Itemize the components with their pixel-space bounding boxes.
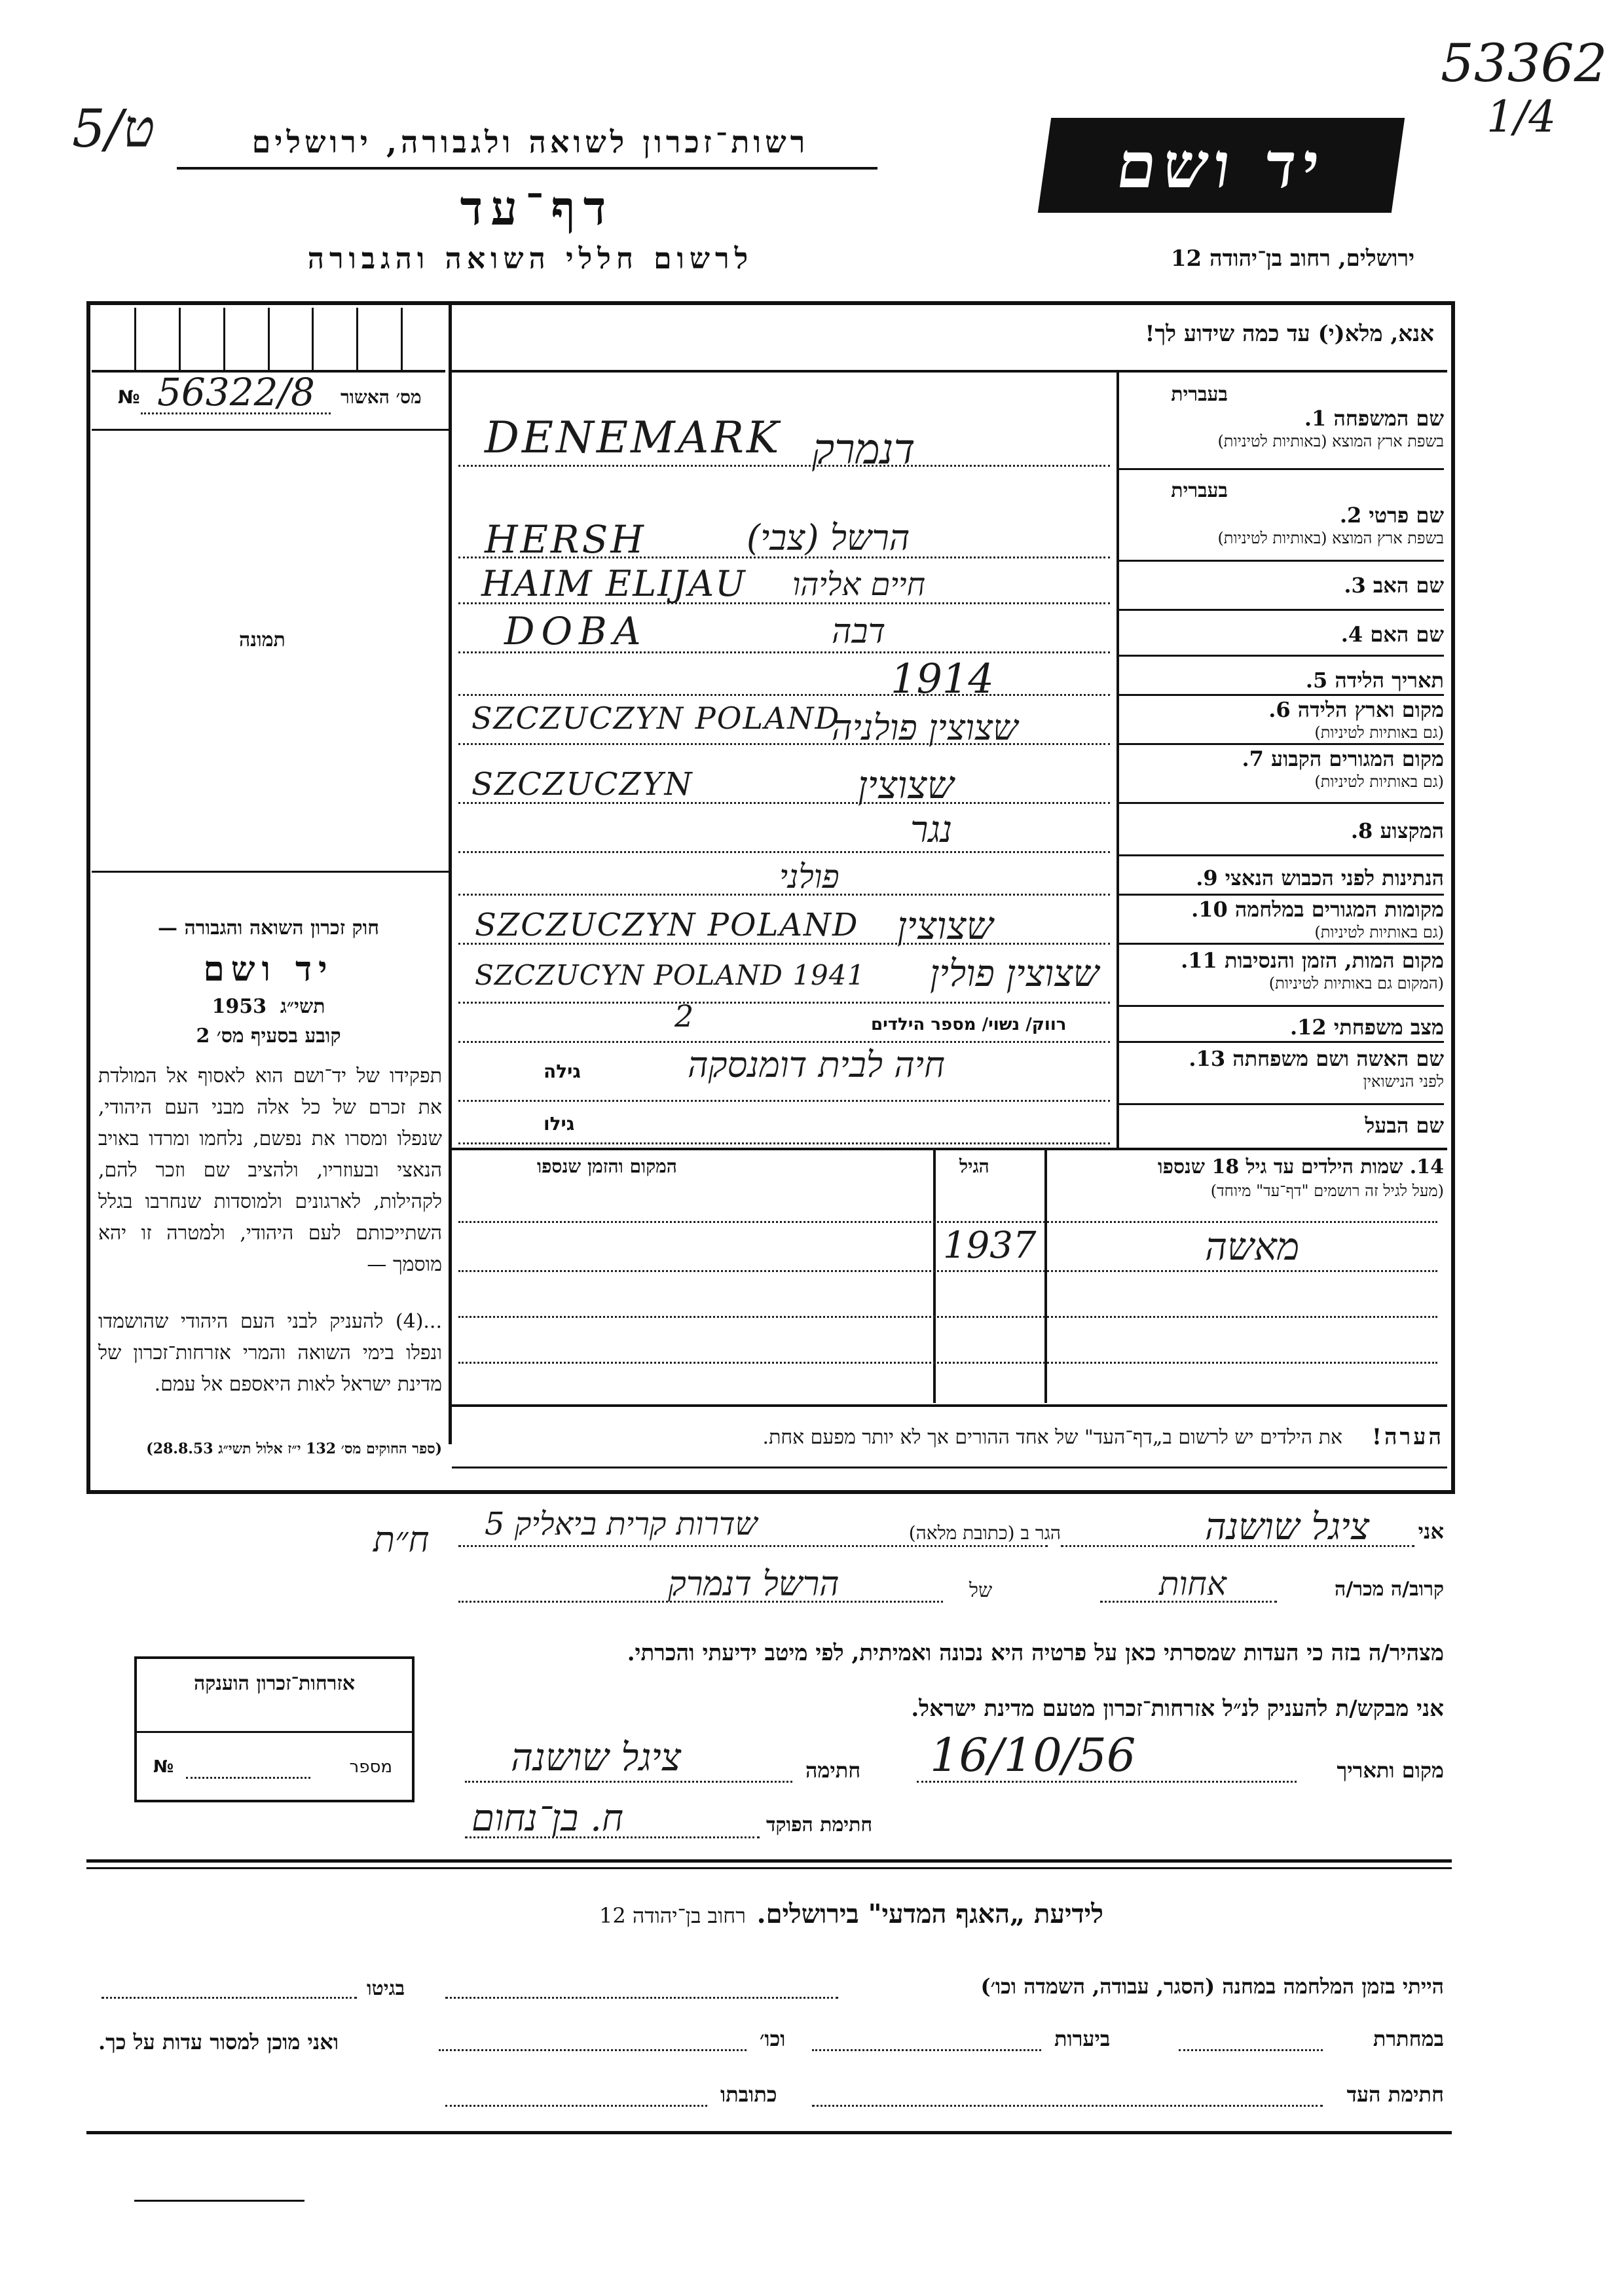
value-line-13 bbox=[458, 1100, 1110, 1102]
field-10-label bbox=[1191, 897, 1444, 922]
form-purpose: לרשום חללי השואה והגבורה bbox=[307, 242, 754, 276]
field-3-num: 3. bbox=[1344, 573, 1366, 598]
law-name: יד ושם bbox=[203, 949, 334, 989]
children-col-2 bbox=[1044, 1148, 1047, 1403]
hebrew-label-2: בעברית bbox=[1171, 479, 1228, 502]
law-title: חוק זכרון השואה והגבורה — bbox=[158, 917, 379, 939]
field-6-value-he: שצוצין פולניה bbox=[832, 707, 1018, 748]
field-11-sub: (המקום גם באותיות לטיניות) bbox=[1268, 974, 1444, 993]
form-title: דף־עד bbox=[460, 180, 614, 236]
citizenship-number-prefix: № bbox=[153, 1757, 174, 1777]
field-2-value-he: הרשל (צבי) bbox=[747, 517, 910, 558]
declaration-of-label: של bbox=[969, 1579, 993, 1602]
field-7-text: מקום המגורים הקבוע bbox=[1271, 746, 1444, 771]
law-year: 1953 bbox=[212, 995, 267, 1018]
officer-label: חתימת הפוקד bbox=[766, 1813, 873, 1836]
value-line-5 bbox=[458, 694, 1110, 696]
value-line-11 bbox=[458, 1002, 1110, 1004]
value-line-12 bbox=[458, 1041, 1110, 1043]
note-text: את הילדים יש לרשום ב„דף־העד" של אחד ההורים אך לא יותר מפעם אחת. bbox=[762, 1426, 1342, 1449]
research-etc: וכו׳ bbox=[760, 2026, 786, 2051]
field-12-value: 2 bbox=[674, 998, 694, 1034]
photo-bottom-rule bbox=[92, 871, 449, 873]
declaration-resident-label: הגר ב (כתובת מלאה) bbox=[908, 1522, 1061, 1544]
citizenship-title: אזרחות־זכרון הוענקה bbox=[193, 1672, 356, 1695]
approval-number-value: 56322/8 bbox=[157, 370, 315, 414]
label-rule-8 bbox=[1116, 854, 1444, 856]
field-7-sub: (גם באותיות לטיניות) bbox=[1314, 773, 1444, 791]
children-sub: (מעל לגיל זה רושמים "דף־עד" מיוחד) bbox=[1210, 1182, 1444, 1200]
logo-text: יד ושם bbox=[1112, 128, 1331, 202]
field-8-num: 8. bbox=[1350, 818, 1373, 843]
declaration-resident-value: שדרות קרית ביאליק 5 bbox=[485, 1506, 758, 1542]
value-line-8 bbox=[458, 851, 1110, 853]
form-intro: אנא, מלא(י) עד כמה שידוע לך! bbox=[1145, 321, 1434, 347]
corner-mark-number: 53362 bbox=[1441, 33, 1608, 94]
law-section: קובע בסעיף מס׳ 2 bbox=[196, 1025, 341, 1048]
field-6-text: מקום וארץ הלידה bbox=[1297, 697, 1444, 722]
field-8-value-he: נגר bbox=[910, 809, 953, 851]
research-separator-2 bbox=[86, 1867, 1452, 1869]
research-forests: ביערות bbox=[1054, 2026, 1111, 2051]
citizenship-number-line bbox=[186, 1777, 310, 1779]
citizenship-number-label: מספר bbox=[349, 1757, 392, 1777]
declaration-i-label: אני bbox=[1418, 1519, 1444, 1544]
declaration-relative-label: קרוב/ה מכר/ה bbox=[1335, 1578, 1444, 1601]
field-4-label bbox=[1341, 622, 1444, 647]
field-9-label bbox=[1196, 866, 1444, 890]
children-label: 14. שמות הילדים עד גיל 18 שנספו bbox=[1157, 1156, 1444, 1178]
label-column-divider bbox=[1116, 372, 1119, 1148]
husband-age-label: גילו bbox=[544, 1113, 575, 1135]
field-7-value: SZCZUCZYN bbox=[471, 766, 693, 803]
children-row-1 bbox=[458, 1221, 1437, 1223]
left-column-divider bbox=[449, 305, 452, 1444]
field-13-value-he: חיה לבית דומנסקה bbox=[688, 1044, 945, 1085]
place-date-value: 16/10/56 bbox=[930, 1728, 1136, 1782]
authority-underline bbox=[177, 167, 877, 170]
field-7-num: 7. bbox=[1242, 746, 1264, 771]
law-year-he: תשי״ג bbox=[280, 995, 325, 1018]
photo-label: תמונה bbox=[239, 629, 286, 651]
research-line-1: הייתי בזמן המלחמה במחנה (הסגר, עבודה, השמדה וכו׳) bbox=[980, 1974, 1444, 1999]
research-address-label: כתובתו bbox=[720, 2082, 777, 2107]
field-5-text: תאריך הלידה bbox=[1335, 668, 1444, 693]
note-label: הערה! bbox=[1372, 1424, 1444, 1450]
wife-age-label: גילה bbox=[544, 1061, 581, 1082]
field-10-value-he: שצוצין bbox=[897, 903, 993, 948]
field-10-sub: (גם באותיות לטיניות) bbox=[1314, 923, 1444, 941]
children-row-2 bbox=[458, 1270, 1437, 1272]
field-6-num: 6. bbox=[1268, 697, 1291, 722]
citizenship-divider bbox=[137, 1731, 412, 1733]
research-forests-line bbox=[812, 2049, 1041, 2051]
field-12-num: 12. bbox=[1290, 1015, 1327, 1040]
child-1-name: מאשה bbox=[1205, 1224, 1300, 1269]
field-3-label bbox=[1344, 573, 1444, 598]
value-line-14 bbox=[458, 1142, 1110, 1144]
children-row-3 bbox=[458, 1316, 1437, 1318]
law-citation: (ספר החוקים מס׳ 132 י״ז אלול תשי״ג 28.8.53) bbox=[146, 1440, 442, 1457]
yad-vashem-logo bbox=[1038, 118, 1405, 213]
declaration-i-value: ציגל שושנה bbox=[1205, 1506, 1370, 1548]
field-8-label bbox=[1351, 818, 1444, 843]
field-7-value-he: שצוצין bbox=[858, 763, 954, 807]
law-body: תפקידו של יד־ושם הוא לאסוף אל המולדת את זכרם של כל אלה מבני העם היהודי, שנפלו ומסרו את נפשם, נלחמו ומרדו באויב הנאצי ובעוזריו, ולהציב שם וזכר להם, לקהילות, לארגונים ולמוסדות שנחרבו בגלל השתייכותם לעם היהודי, ולמטרה זו יהא מוסמך — bbox=[98, 1065, 442, 1276]
child-1-age: 1937 bbox=[943, 1224, 1037, 1267]
husband-label: שם הבעל bbox=[1365, 1113, 1444, 1138]
law-year-line bbox=[98, 995, 439, 1018]
label-rule-10 bbox=[1116, 943, 1444, 945]
label-rule-1 bbox=[1116, 468, 1444, 470]
place-date-label: מקום ותאריך bbox=[1337, 1758, 1444, 1783]
field-9-text: הנתינות לפני הכבוש הנאצי bbox=[1225, 866, 1444, 890]
declaration-resident-line bbox=[458, 1545, 1048, 1547]
field-4-value: DOBA bbox=[504, 609, 648, 653]
field-11-text: מקום המות, הזמן והנסיבות bbox=[1224, 948, 1444, 973]
children-col-age: הגיל bbox=[959, 1156, 989, 1177]
field-12-text: מצב משפחתי bbox=[1333, 1015, 1444, 1040]
field-10-value: SZCZUCZYN POLAND bbox=[475, 907, 859, 943]
children-top-rule bbox=[452, 1148, 1447, 1150]
research-ghetto-line bbox=[101, 1997, 357, 1999]
research-witness-line bbox=[812, 2105, 1323, 2107]
field-5-label bbox=[1306, 668, 1444, 693]
approval-number-label: מס׳ האשור bbox=[341, 386, 422, 408]
children-col-1 bbox=[933, 1148, 936, 1403]
officer-value: ח. בן־נחום bbox=[471, 1797, 624, 1840]
intro-rule bbox=[452, 370, 1447, 373]
approval-number-prefix: № bbox=[118, 386, 140, 408]
research-ghetto: בגיטו bbox=[367, 1977, 405, 2000]
field-11-value-he: שצוצין פולין bbox=[930, 953, 1099, 995]
children-row-4 bbox=[458, 1362, 1437, 1364]
label-rule-11 bbox=[1116, 1005, 1444, 1007]
research-camp-line bbox=[445, 1997, 838, 1999]
label-rule-7 bbox=[1116, 802, 1444, 804]
field-9-value-he: פולני bbox=[779, 858, 840, 896]
field-2-value: HERSH bbox=[485, 517, 646, 562]
research-underground: במחתרת bbox=[1373, 2026, 1444, 2051]
field-3-value: HAIM ELIJAU bbox=[481, 563, 747, 604]
declaration-request: אני מבקש/ת להעניק לנ״ל אזרחות־זכרון מטעם מדינת ישראל. bbox=[911, 1696, 1444, 1722]
research-title: לידיעת „האגף המדעי" בירושלים. bbox=[756, 1899, 1103, 1929]
field-2-text: שם פרטי bbox=[1369, 503, 1444, 528]
signature-value: ציגל שושנה bbox=[511, 1735, 682, 1779]
field-13-text: שם האשה ושם משפחתה bbox=[1232, 1046, 1444, 1071]
field-2-sub: בשפת ארץ המוצא (באותיות לטיניות) bbox=[1217, 529, 1444, 547]
field-6-sub: (גם באותיות לטיניות) bbox=[1314, 723, 1444, 742]
field-1-value: DENEMARK bbox=[485, 412, 782, 463]
corner-mark-left: 5/ט bbox=[72, 98, 155, 159]
field-13-num: 13. bbox=[1189, 1046, 1226, 1071]
field-1-label bbox=[1304, 406, 1444, 431]
field-4-num: 4. bbox=[1340, 622, 1363, 647]
research-witness-sig: חתימת העד bbox=[1346, 2082, 1444, 2107]
field-4-text: שם האם bbox=[1370, 622, 1444, 647]
corner-mark-sub: 1/4 bbox=[1486, 92, 1557, 142]
field-13-label bbox=[1189, 1046, 1444, 1071]
page-footer-rule bbox=[134, 2200, 304, 2202]
label-rule-5 bbox=[1116, 694, 1444, 696]
research-ready: ואני מוכן למסור עדות על כך. bbox=[98, 2030, 339, 2054]
label-rule-13 bbox=[1116, 1103, 1444, 1105]
research-header bbox=[458, 1899, 1244, 1929]
research-separator-1 bbox=[86, 1859, 1452, 1863]
header-address: ירושלים, רחוב בן־יהודה 12 bbox=[1170, 246, 1414, 272]
field-1-value-he: דנמרק bbox=[812, 426, 915, 474]
field-11-num: 11. bbox=[1181, 948, 1217, 973]
signature-label: חתימה bbox=[805, 1758, 861, 1783]
research-address-line bbox=[445, 2105, 707, 2107]
label-rule-2 bbox=[1116, 560, 1444, 562]
field-12-label bbox=[1290, 1015, 1444, 1040]
field-7-label bbox=[1242, 746, 1444, 771]
field-1-num: 1. bbox=[1304, 406, 1327, 431]
field-2-label bbox=[1340, 503, 1444, 528]
field-1-sub: בשפת ארץ המוצא (באותיות לטיניות) bbox=[1217, 432, 1444, 450]
declaration-city-value: ח״ת bbox=[373, 1519, 430, 1560]
approval-rule bbox=[92, 429, 449, 431]
field-5-num: 5. bbox=[1305, 668, 1328, 693]
approval-number-dots bbox=[141, 412, 331, 414]
field-2-num: 2. bbox=[1339, 503, 1362, 528]
hebrew-label-1: בעברית bbox=[1171, 383, 1228, 406]
label-rule-4 bbox=[1116, 655, 1444, 657]
field-10-text: מקומות המגורים במלחמה bbox=[1234, 897, 1444, 922]
signature-line bbox=[465, 1781, 792, 1783]
label-rule-12 bbox=[1116, 1041, 1444, 1043]
field-11-label bbox=[1181, 948, 1444, 973]
field-13-sub: לפני הנישואין bbox=[1363, 1072, 1444, 1091]
research-address: רחוב בן־יהודה 12 bbox=[599, 1903, 746, 1928]
field-6-label bbox=[1268, 697, 1444, 722]
label-rule-6 bbox=[1116, 743, 1444, 745]
declaration-relative-value: אחות bbox=[1159, 1565, 1227, 1603]
children-col-place: המקום והזמן שנספו bbox=[537, 1156, 677, 1177]
label-rule-9 bbox=[1116, 894, 1444, 896]
declaration-statement: מצהיר/ה בזה כי העדות שמסרתי כאן על פרטיה היא נכונה ואמיתית, לפי מיטב ידיעתי והכרתי. bbox=[627, 1640, 1444, 1666]
field-8-text: המקצוע bbox=[1380, 818, 1444, 843]
research-etc-line bbox=[439, 2049, 747, 2051]
field-9-num: 9. bbox=[1196, 866, 1218, 890]
field-6-value: SZCZUCZYN POLAND bbox=[471, 701, 841, 736]
field-4-value-he: דבה bbox=[832, 612, 886, 651]
field-1-text: שם המשפחה bbox=[1333, 406, 1444, 431]
research-underground-line bbox=[1179, 2049, 1323, 2051]
research-bottom-rule bbox=[86, 2131, 1452, 2134]
code-boxes bbox=[92, 308, 445, 373]
field-11-value: SZCZUCYN POLAND 1941 bbox=[475, 959, 866, 991]
declaration-of-value: הרשל דנמרק bbox=[668, 1565, 840, 1604]
value-line-1 bbox=[458, 465, 1110, 467]
citizenship-box bbox=[134, 1656, 415, 1802]
note-top-rule bbox=[452, 1404, 1447, 1407]
authority-title: רשות־זכרון לשואה ולגבורה, ירושלים bbox=[251, 124, 809, 160]
field-3-value-he: חיים אליהו bbox=[792, 566, 926, 603]
field-5-value: 1914 bbox=[891, 655, 994, 702]
field-10-num: 10. bbox=[1191, 897, 1228, 922]
note-bottom-rule bbox=[452, 1467, 1447, 1468]
field-3-text: שם האב bbox=[1373, 573, 1444, 598]
field-12-legend: רווק/ נשוי/ מספר הילדים bbox=[871, 1015, 1067, 1034]
law-clause: ...(4) להעניק לבני העם היהודי שהושמדו ונפלו בימי השואה והמרי אזרחות־זכרון של מדינת ישראל לאות היאספם אל עמם. bbox=[98, 1310, 442, 1396]
label-rule-3 bbox=[1116, 609, 1444, 611]
